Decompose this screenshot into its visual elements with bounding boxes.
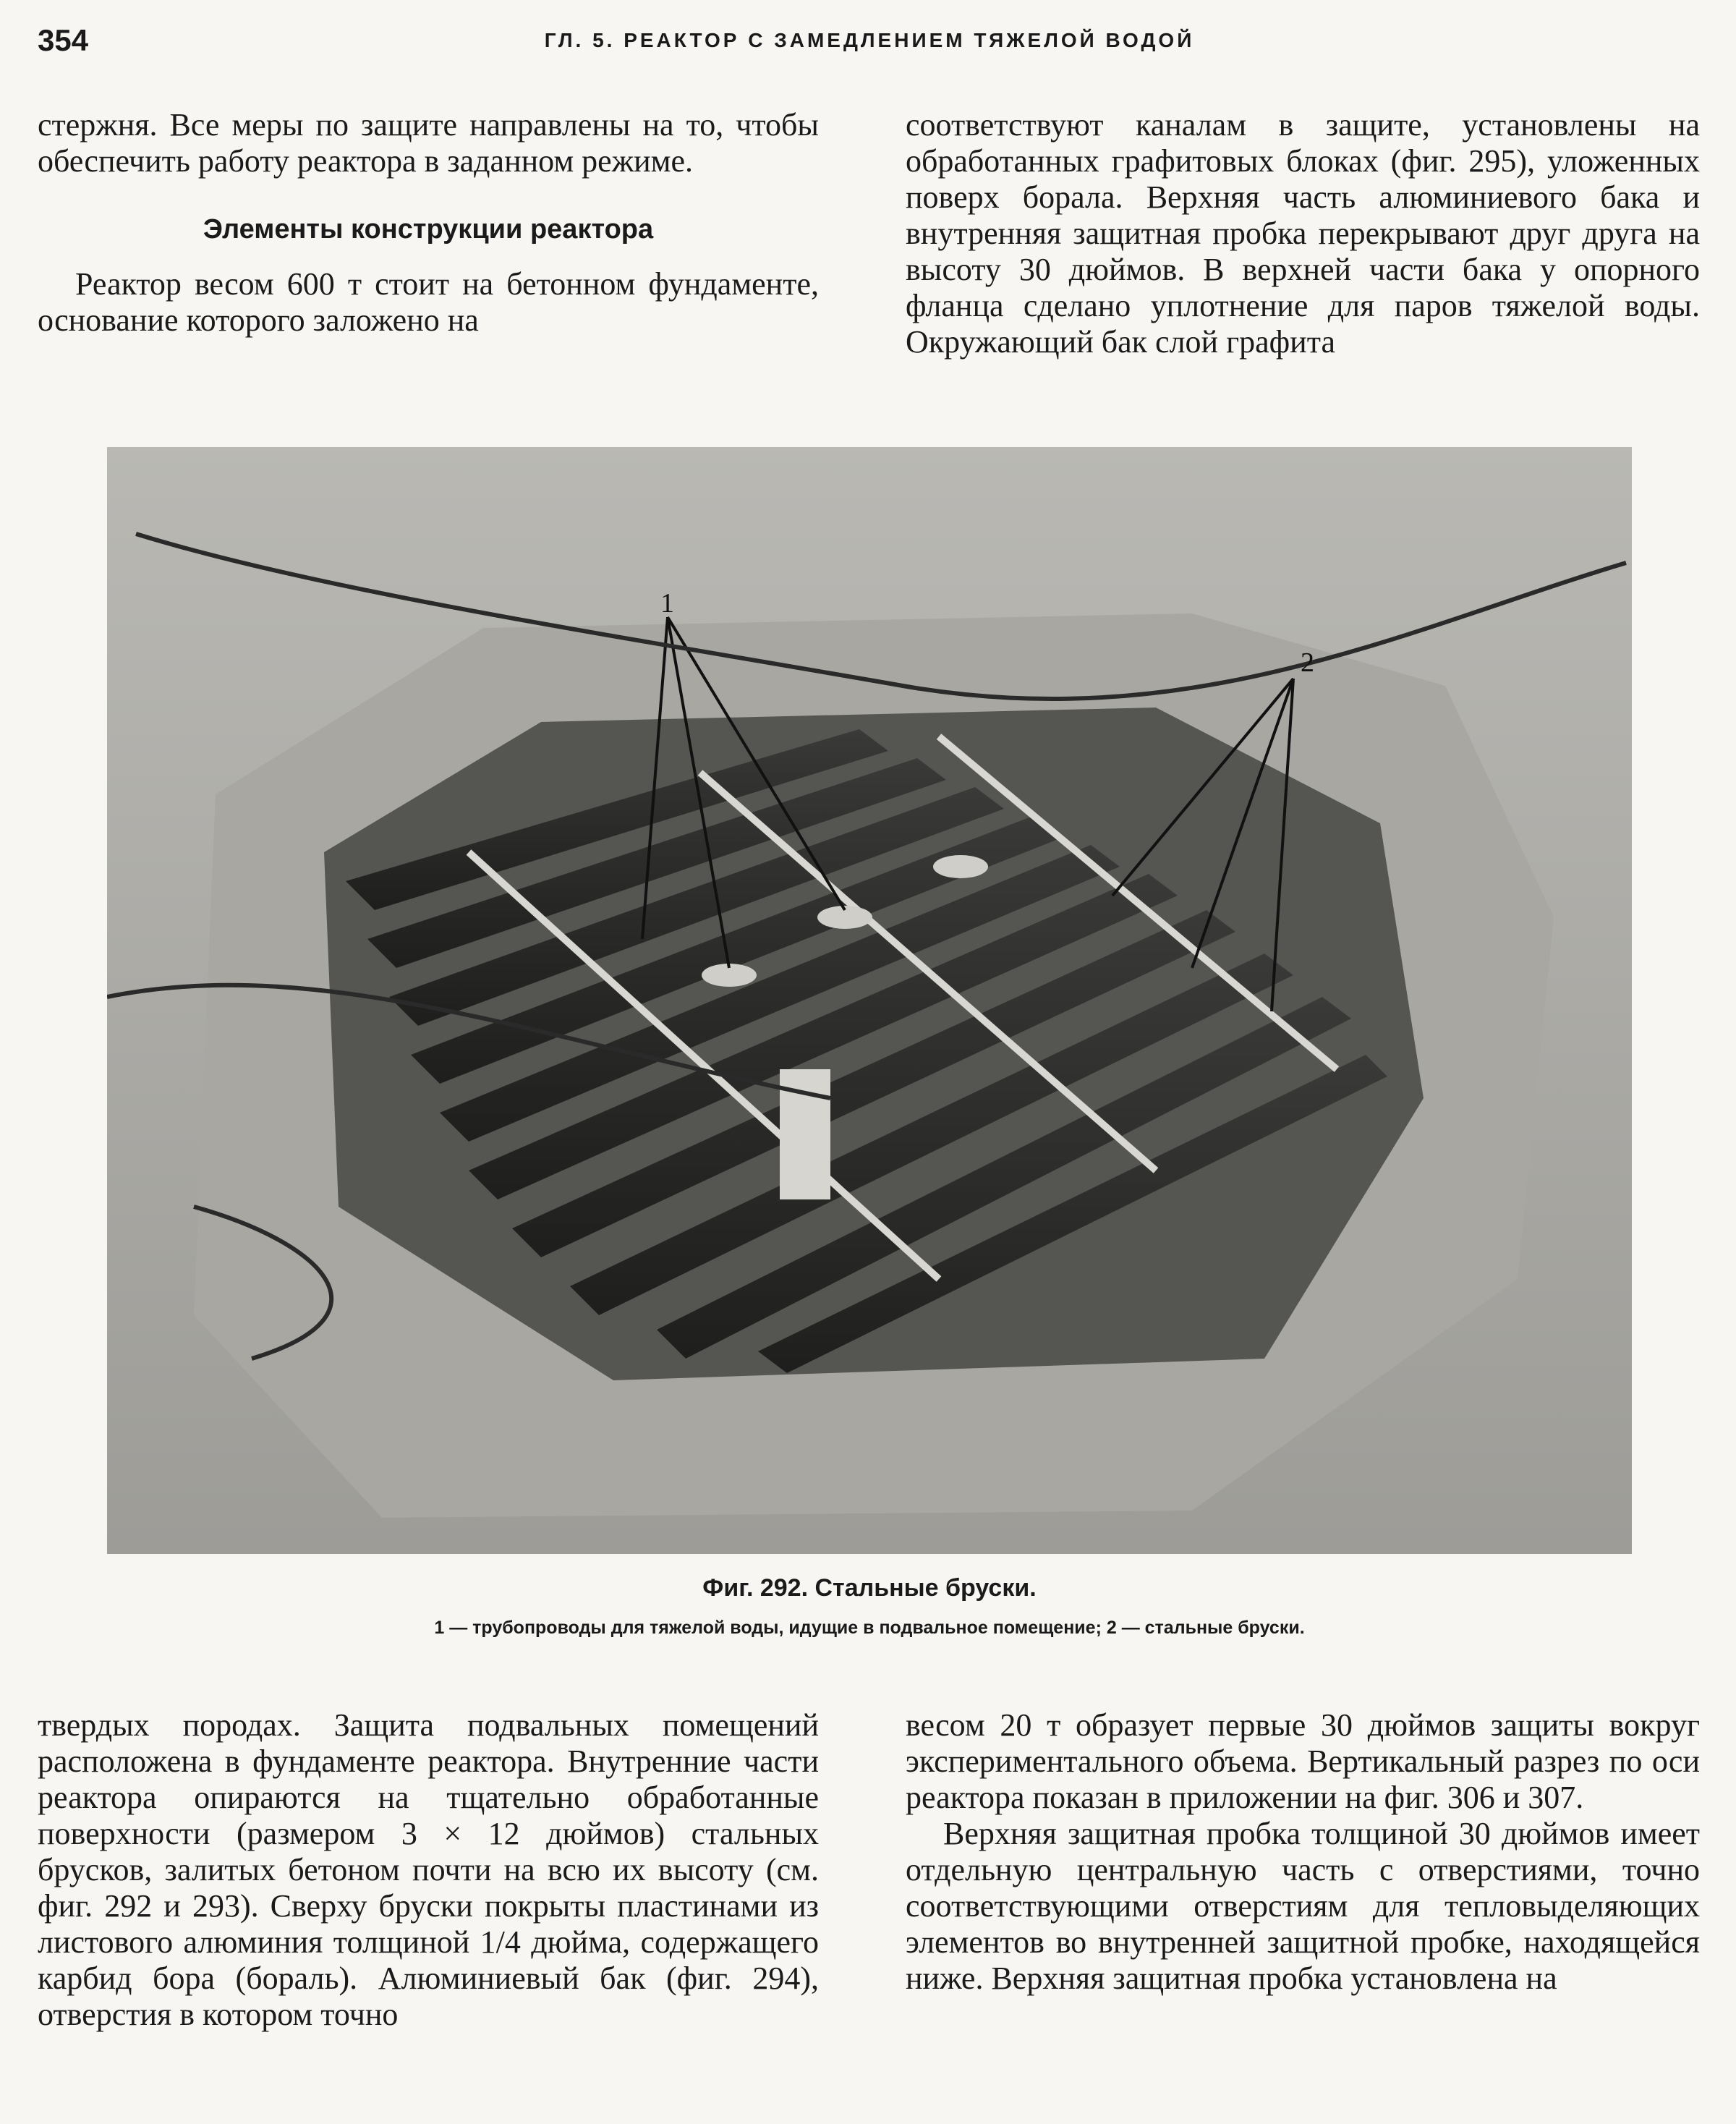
figure-callout-2: 2 [1301,647,1314,678]
bottom-right-column [906,1707,1700,1997]
page-number: 354 [38,23,89,57]
paragraph-foundation: Реактор весом 600 т стоит на бетонном фундаменте, основание которого заложено на [38,266,819,338]
top-right-column [906,107,1700,360]
paragraph-supports: твердых породах. Защита подвальных помещений расположена в фундаменте реактора. Внутренние части реактора опираются на тщательно обработанные поверхности (размером 3 × 12 дюймов) стальных брусков, залитых бетоном почти на всю их высоту (см. фиг. 292 и 293). Сверху бруски покрыты пластинами из листового алюминия толщиной 1/4 дюйма, содержащего карбид бора (бораль). Алюминиевый бак (фиг. 294), отверстия в котором точно [38,1707,819,2032]
paragraph-top-plug: Верхняя защитная пробка толщиной 30 дюймов имеет отдельную центральную часть с отверстиями, точно соответствующими отверстиям для тепловыделяющих элементов во внутренней защитной пробке, находящейся ниже. Верхняя защитная пробка установлена на [906,1816,1700,1996]
figure-callout-1: 1 [660,588,674,619]
paragraph-tank: соответствуют каналам в защите, установлены на обработанных графитовых блоках (фиг. 295), уложенных поверх борала. Верхняя часть алюминиевого бака и внутренняя защитная пробка перекрывают друг друга на высоту 30 дюймов. В верхней части бака у опорного фланца сделано уплотнение для паров тяжелой воды. Окружающий бак слой графита [906,107,1700,360]
reactor-photo-figure [107,447,1632,1554]
section-heading: Элементы конструкции реактора [203,214,654,245]
page-header [38,23,1701,64]
paragraph-continuation: стержня. Все меры по защите направлены на то, чтобы обеспечить работу реактора в заданном режиме. [38,107,819,179]
running-title: ГЛ. 5. РЕАКТОР С ЗАМЕДЛЕНИЕМ ТЯЖЕЛОЙ ВОДОЙ [544,29,1195,51]
reactor-photo [107,447,1632,1554]
bottom-left-column [38,1707,819,2033]
figure-caption-legend: 1 — трубопроводы для тяжелой воды, идущие в подвальное помещение; 2 — стальные бруски. [434,1618,1305,1638]
figure-caption-title: Фиг. 292. Стальные бруски. [702,1574,1037,1602]
top-left-column [38,107,819,339]
paragraph-shield: весом 20 т образует первые 30 дюймов защиты вокруг экспериментального объема. Вертикальный разрез по оси реактора показан в приложении на фиг. 306 и 307. [906,1707,1700,1815]
